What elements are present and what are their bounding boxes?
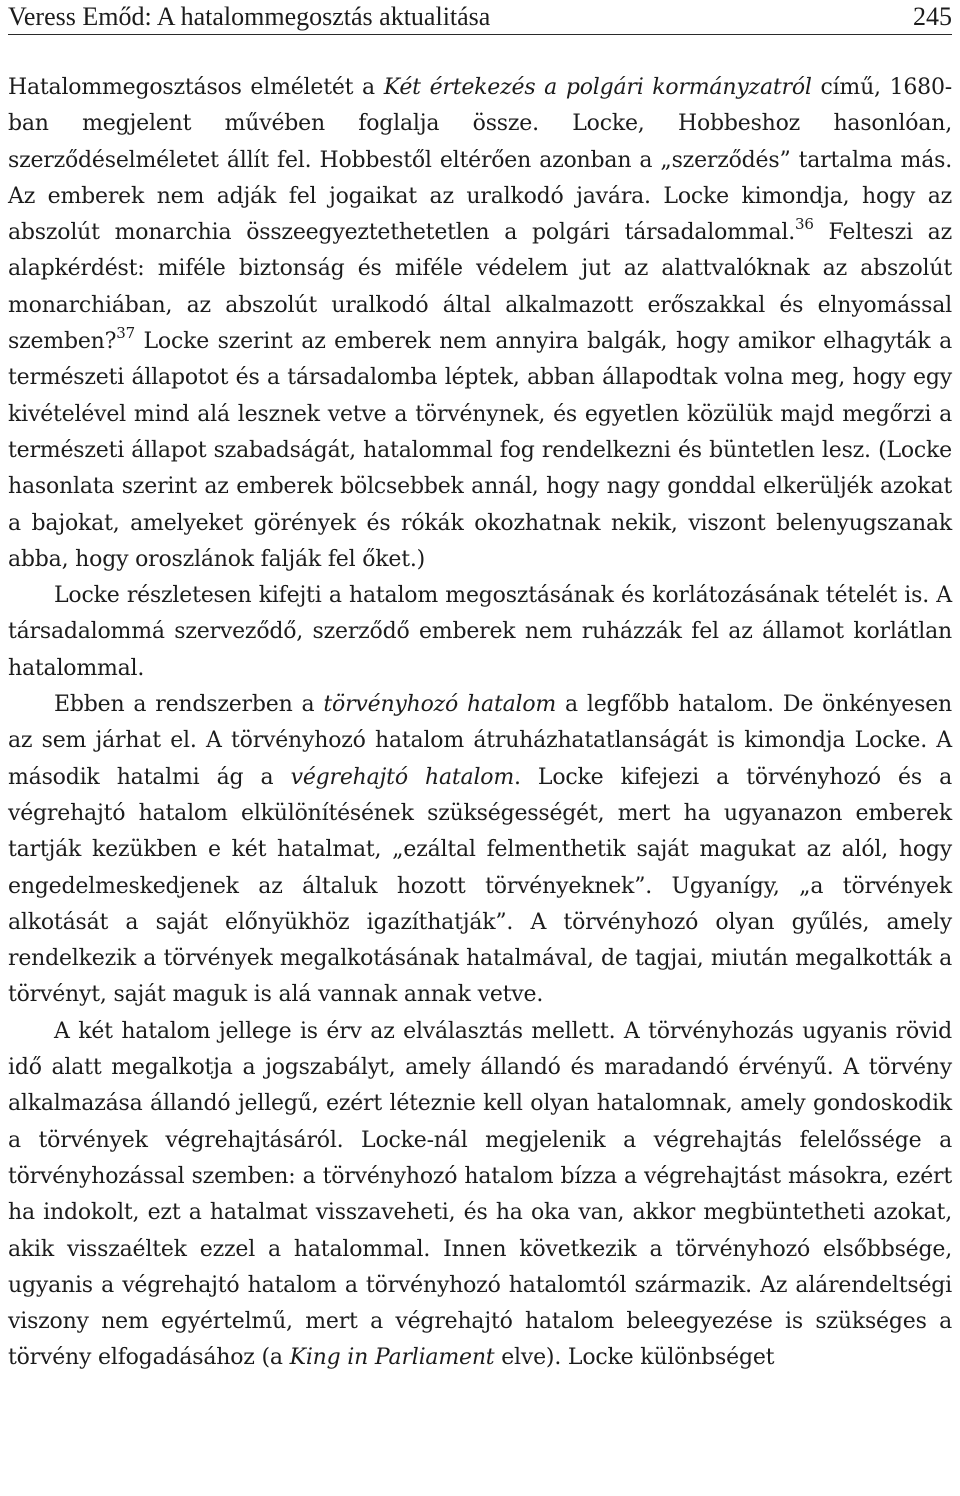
text-run: Hatalommegosztásos elméletét a [8, 75, 384, 100]
paragraph [8, 578, 952, 687]
paragraph [8, 1014, 952, 1377]
running-header [8, 0, 952, 35]
paragraph [8, 70, 952, 578]
text-run: A két hatalom jellege is érv az elválasztás mellett. A törvényhozás ugyanis rövid idő alatt megalkotja a jogszabályt, amely állandó és maradandó érvényű. A törvény alkalmazása állandó jellegű, ezért léteznie kell olyan hatalomnak, amely gondoskodik a törvények végrehajtásáról. Locke-nál megjelenik a végrehajtás felelőssége a törvényhozással szemben: a törvényhozó hatalom bízza a végrehajtást másokra, ezért ha indokolt, ezt a hatalmat visszaveheti, és ha oka van, akkor megbüntetheti azokat, akik visszaéltek ezzel a hatalommal. Innen következik a törvényhozó elsőbbsége, ugyanis a végrehajtó hatalom a törvényhozó hatalomtól származik. Az alárendeltségi viszony nem egyértelmű, mert a végrehajtó hatalom beleegyezése is szükséges a törvény elfogadásához (a [8, 1018, 952, 1371]
text-run: című, 1680-ban megjelent művében foglalja össze. Locke, Hobbeshoz hasonlóan, szerződéselméletet állít fel. Hobbestől eltérően azonban a „szerződés” tartalma más. Az emberek nem adják fel jogaikat az uralkodó javára. Locke kimondja, hogy az abszolút monarchia összeegyeztethetetlen a polgári társadalommal. [8, 75, 952, 246]
page-number: 245 [913, 2, 952, 31]
italic-phrase: King in Parliament [289, 1345, 495, 1371]
text-run: elve). Locke különbséget [494, 1345, 775, 1371]
text-run: Locke részletesen kifejti a hatalom megosztásának és korlátozásának tételét is. A társadalommá szerveződő, szerződő emberek nem ruházzák fel az államot korlátlan hatalommal. [8, 583, 952, 681]
italic-phrase: Két értekezés a polgári kormányzatról [383, 75, 812, 100]
text-run: . Locke kifejezi a törvényhozó és a végrehajtó hatalom elkülönítésének szükségességét, mert ha ugyanazon emberek tartják kezükben e két hatalmat, „ezáltal felmenthetik saját magukat az alól, hogy engedelmeskedjenek az általuk hozott törvényeknek”. Ugyanígy, „a törvények alkotását a saját előnyükhöz igazíthatják”. A törvényhozó olyan gyűlés, amely rendelkezik a törvények megalkotásának hatalmával, de tagjai, miután megalkották a törvényt, saját maguk is alá vannak annak vetve. [8, 764, 952, 1008]
italic-phrase: törvényhozó hatalom [323, 692, 557, 718]
italic-phrase: végrehajtó hatalom [290, 764, 514, 790]
text-run: Felteszi az alapkérdést: miféle biztonság és miféle védelem jut az alattvalóknak az abszolút monarchiában, az abszolút uralkodó által alkalmazott erőszakkal és elnyomással szemben? [8, 220, 952, 355]
body-text [8, 70, 952, 1377]
paragraph [8, 687, 952, 1014]
footnote-ref: 36 [795, 214, 814, 233]
text-run: Locke szerint az emberek nem annyira balgák, hogy amikor elhagyták a természeti állapotot és a társadalomba léptek, abban állapodtak volna meg, hogy egy kivételével mind alá lesznek vetve a törvénynek, és egyetlen közülük majd megőrzi a természeti állapot szabadságát, hatalommal fog rendelkezni és büntetlen lesz. (Locke hasonlata szerint az emberek bölcsebbek annál, hogy nagy gonddal elkerüljék azokat a bajokat, amelyeket görények és rókák okozhatnak nekik, viszont belenyugszanak abba, hogy oroszlánok falják fel őket.) [8, 329, 952, 572]
footnote-ref: 37 [116, 323, 135, 342]
running-title: Veress Emőd: A hatalommegosztás aktualitása [8, 2, 491, 31]
text-run: Ebben a rendszerben a [54, 692, 324, 718]
text-run: a legfőbb hatalom. De önkényesen az sem járhat el. A törvényhozó hatalom átruházhatatlanságát is kimondja Locke. A második hatalmi ág a [8, 692, 952, 790]
